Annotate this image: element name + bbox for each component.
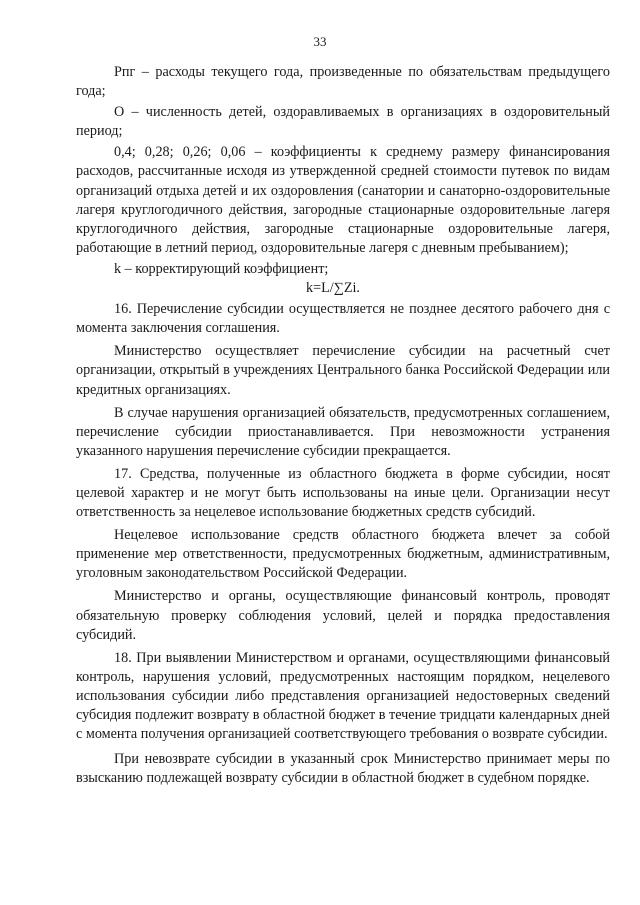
paragraph-k-definition: k – корректирующий коэффициент;: [114, 260, 329, 277]
paragraph-mandatory-inspection: Министерство и органы, осуществляющие финансовый контроль, проводят обязательную проверку соблюдения условий, целей и порядка предоставления субсидий.: [76, 588, 610, 643]
paragraph-rpg-definition: Рпг – расходы текущего года, произведенные по обязательствам предыдущего года;: [76, 64, 610, 100]
document-body: [76, 63, 610, 788]
page-number: 33: [313, 34, 327, 49]
paragraph-non-return: При невозврате субсидии в указанный срок Министерство принимает меры по взысканию подлежащей возврату субсидии в областной бюджет в судебном порядке.: [76, 751, 610, 787]
formula-k: k=L/∑Zi.: [306, 280, 360, 297]
paragraph-o-definition: О – численность детей, оздоравливаемых в организациях в оздоровительный период;: [76, 104, 610, 140]
paragraph-clause-16: 16. Перечисление субсидии осуществляется не позднее десятого рабочего дня с момента заключения соглашения.: [76, 301, 610, 337]
paragraph-clause-18: 18. При выявлении Министерством и органами, осуществляющими финансовый контроль, нарушения условий, предусмотренных настоящим порядком, нецелевого использования субсидии либо представления организацией недостоверных сведений субсидия подлежит возврату в областной бюджет в течение тридцати календарных дней с момента получения организацией соответствующего требования о возврате субсидии.: [76, 649, 610, 743]
paragraph-clause-17: 17. Средства, полученные из областного бюджета в форме субсидии, носят целевой характер и не могут быть использованы на иные цели. Организации несут ответственность за нецелевое использование бюджетных средств субсидий.: [76, 465, 610, 521]
paragraph-misuse-liability: Нецелевое использование средств областного бюджета влечет за собой применение мер ответственности, предусмотренных бюджетным, административным, уголовным законодательством Российской Федерации.: [76, 527, 610, 582]
paragraph-coefficients: 0,4; 0,28; 0,26; 0,06 – коэффициенты к среднему размеру финансирования расходов, рассчитанные исходя из утвержденной средней стоимости путевок по видам организаций отдыха детей и их оздоровления (санатории и санаторно-оздоровительные лагеря круглогодичного действия, загородные стационарные оздоровительные лагеря круглогодичного действия, загородные стационарные оздоровительные лагеря, работающие в летний период, оздоровительные лагеря с дневным пребыванием);: [76, 144, 610, 256]
paragraph-violation-suspension: В случае нарушения организацией обязательств, предусмотренных соглашением, перечисление субсидии приостанавливается. При невозможности устранения указанного нарушения перечисление субсидии прекращается.: [76, 404, 610, 459]
paragraph-transfer-account: Министерство осуществляет перечисление субсидии на расчетный счет организации, открытый в учреждениях Центрального банка Российской Федерации или кредитных организациях.: [76, 343, 610, 398]
